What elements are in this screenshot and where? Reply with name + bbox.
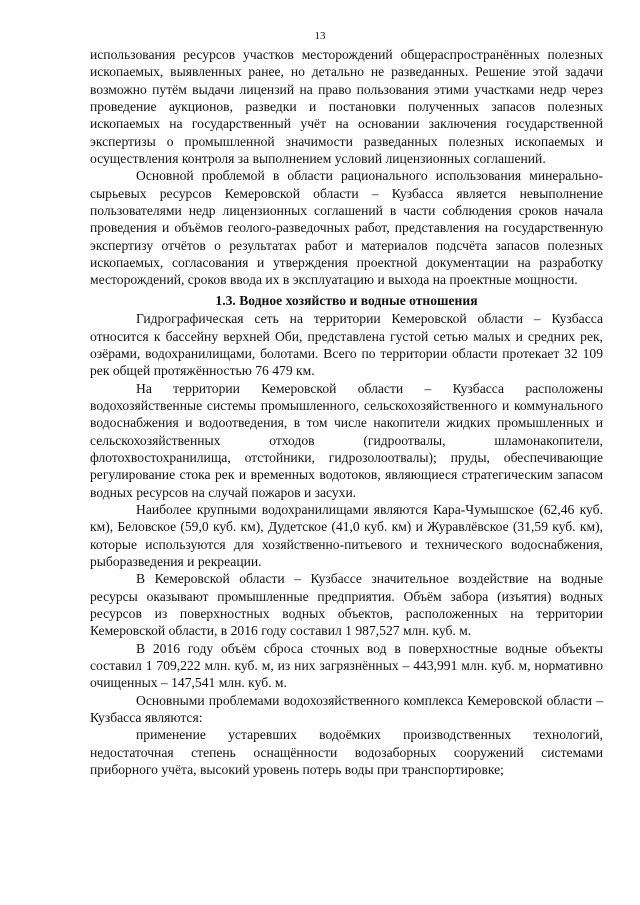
paragraph: Наиболее крупными водохранилищами являются Кара-Чумышское (62,46 куб. км), Беловское (59,0 куб. км), Дудетское (41,0 куб. км) и Журавлёвское (31,59 куб. км), которые используются для хозяйственно-питьевого и технического водоснабжения, рыборазведения и рекреации. xyxy=(90,501,603,569)
paragraph: Основной проблемой в области рационального использования минерально-сырьевых ресурсов Кемеровской области – Кузбасса является невыполнение пользователями недр лицензионных соглашений в части соблюдения сроков начала проведения и объёмов геолого-разведочных работ, представления на государственную экспертизу отчётов о результатах работ и материалов подсчёта запасов полезных ископаемых, согласования и утверждения проектной документации на разработку месторождений, сроков ввода их в эксплуатацию и выхода на проектные мощности. xyxy=(90,168,603,288)
document-body xyxy=(90,46,603,778)
paragraph: На территории Кемеровской области – Кузбасса расположены водохозяйственные системы промышленного, сельскохозяйственного и коммунального водоснабжения и водоотведения, в том числе накопители жидких промышленных и сельскохозяйственных отходов (гидроотвалы, шламонакопители, флотохвостохранилища, отстойники, гидрозолоотвалы); пруды, обеспечивающие регулирование стока рек и временных водотоков, являющиеся стратегическим запасом водных ресурсов на случай пожаров и засухи. xyxy=(90,380,603,500)
paragraph: применение устаревших водоёмких производственных технологий, недостаточная степень оснащённости водозаборных сооружений системами приборного учёта, высокий уровень потерь воды при транспортировке; xyxy=(90,727,603,778)
paragraph: использования ресурсов участков месторождений общераспространённых полезных ископаемых, выявленных ранее, но детально не разведанных. Решение этой задачи возможно путём выдачи лицензий на право пользования этими участками недр через проведение аукционов, разведки и постановки полученных запасов полезных ископаемых на государственный учёт на основании заключения государственной экспертизы о промышленной значимости разведанных полезных ископаемых и осуществления контроля за выполнением условий лицензионных соглашений. xyxy=(90,47,603,167)
paragraph: Основными проблемами водохозяйственного комплекса Кемеровской области – Кузбасса являются: xyxy=(90,692,603,726)
paragraph: Гидрографическая сеть на территории Кемеровской области – Кузбасса относится к бассейну верхней Оби, представлена густой сетью малых и средних рек, озёрами, водохранилищами, болотами. Всего по территории области протекает 32 109 рек общей протяжённостью 76 479 км. xyxy=(90,311,603,379)
section-heading: 1.3. Водное хозяйство и водные отношения xyxy=(215,292,478,308)
paragraph: В 2016 году объём сброса сточных вод в поверхностные водные объекты составил 1 709,222 млн. куб. м, из них загрязнённых – 443,991 млн. куб. м, нормативно очищенных – 147,541 млн. куб. м. xyxy=(90,640,603,691)
paragraph: В Кемеровской области – Кузбассе значительное воздействие на водные ресурсы оказывают промышленные предприятия. Объём забора (изъятия) водных ресурсов из поверхностных водных объектов, расположенных на территории Кемеровской области, в 2016 году составил 1 987,527 млн. куб. м. xyxy=(90,571,603,639)
page-number: 13 xyxy=(314,30,326,42)
